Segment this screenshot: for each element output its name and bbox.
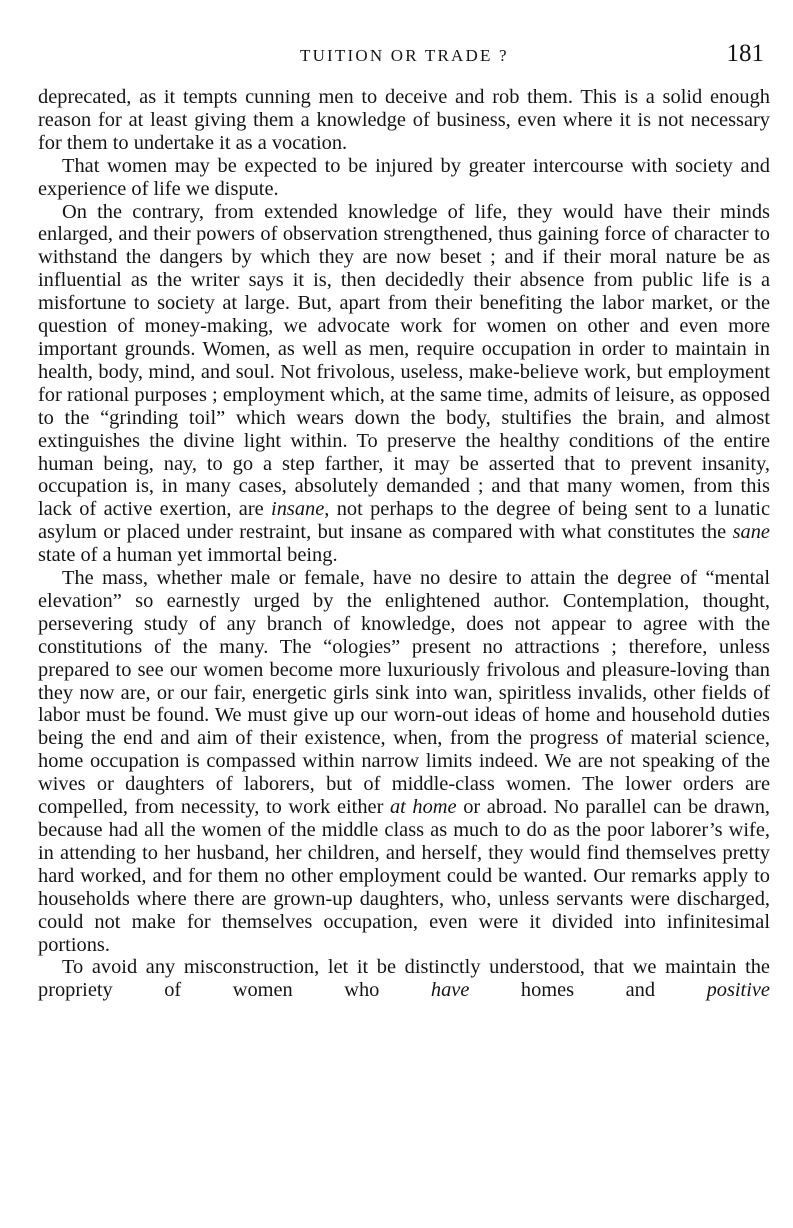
- text-segment: , not perhaps to the degree of being sent to a lunatic asylum or placed under restraint, but insane as compared with what constitutes the: [38, 498, 770, 544]
- paragraph: [38, 567, 770, 956]
- text-segment: On the contrary, from extended knowledge of life, they would have their minds enlarged, and their powers of observation strengthened, thus gaining force of character to withstand the dangers by which they are now beset ; and if their moral nature be as influential as the writer says it is, then decidedly their absence from public life is a misfortune to society at large. But, apart from their benefiting the labor market, or the question of money-making, we advocate work for women on other and even more important grounds. Women, as well as men, require occupation in order to maintain in health, body, mind, and soul. Not frivolous, useless, make-believe work, but employment for rational purposes ; employment which, at the same time, admits of leisure, as opposed to the “grinding toil” which wears down the body, stultifies the brain, and almost extinguishes the divine light within. To preserve the healthy conditions of the entire human being, nay, to go a step farther, it may be asserted that to prevent insanity, occupation is, in many cases, absolutely demanded ; and that many women, from this lack of active exertion, are: [38, 200, 770, 521]
- paragraph: [38, 956, 770, 1002]
- running-header: [38, 40, 764, 74]
- italic-text-segment: sane: [732, 521, 770, 544]
- text-segment: state of a human yet immortal being.: [38, 544, 338, 567]
- paragraph: [38, 201, 770, 568]
- running-title: TUITION OR TRADE ?: [300, 46, 509, 65]
- italic-text-segment: insane: [271, 498, 325, 521]
- page-number: 181: [726, 40, 764, 67]
- text-segment: The mass, whether male or female, have no desire to attain the degree of “mental elevation” so earnestly urged by the enlightened author. Contemplation, thought, persevering study of any branch of knowledge, does not appear to agree with the constitutions of the many. The “ologies” present no attractions ; therefore, unless prepared to see our women become more luxuriously frivolous and pleasure-loving than they now are, or our fair, energetic girls sink into wan, spiritless invalids, other fields of labor must be found. We must give up our worn-out ideas of home and household duties being the end and aim of their existence, when, from the progress of material science, home occupation is compassed within narrow limits indeed. We are not speaking of the wives or daughters of laborers, but of middle-class women. The lower orders are compelled, from necessity, to work either: [38, 567, 770, 819]
- text-segment: or abroad. No parallel can be drawn, because had all the women of the middle class as much to do as the poor laborer’s wife, in attending to her husband, her children, and herself, they would find themselves pretty hard worked, and for them no other employment could be wanted. Our remarks apply to households where there are grown-up daughters, who, unless servants were discharged, could not make for themselves occupation, even were it divided into infinitesimal portions.: [38, 796, 770, 956]
- italic-text-segment: have: [430, 979, 470, 1002]
- italic-text-segment: positive: [706, 979, 770, 1002]
- body-text: [38, 86, 770, 1002]
- paragraph: [38, 86, 770, 155]
- text-segment: That women may be expected to be injured by greater intercourse with society and experience of life we dispute.: [38, 154, 770, 200]
- text-segment: deprecated, as it tempts cunning men to deceive and rob them. This is a solid enough reason for at least giving them a knowledge of business, even where it is not necessary for them to undertake it as a vocation.: [38, 86, 770, 154]
- italic-text-segment: at home: [389, 796, 457, 819]
- paragraph: [38, 155, 770, 201]
- text-segment: To avoid any misconstruction, let it be distinctly understood, that we maintain the propriety of women who: [38, 956, 770, 1002]
- text-segment: homes and: [469, 979, 707, 1002]
